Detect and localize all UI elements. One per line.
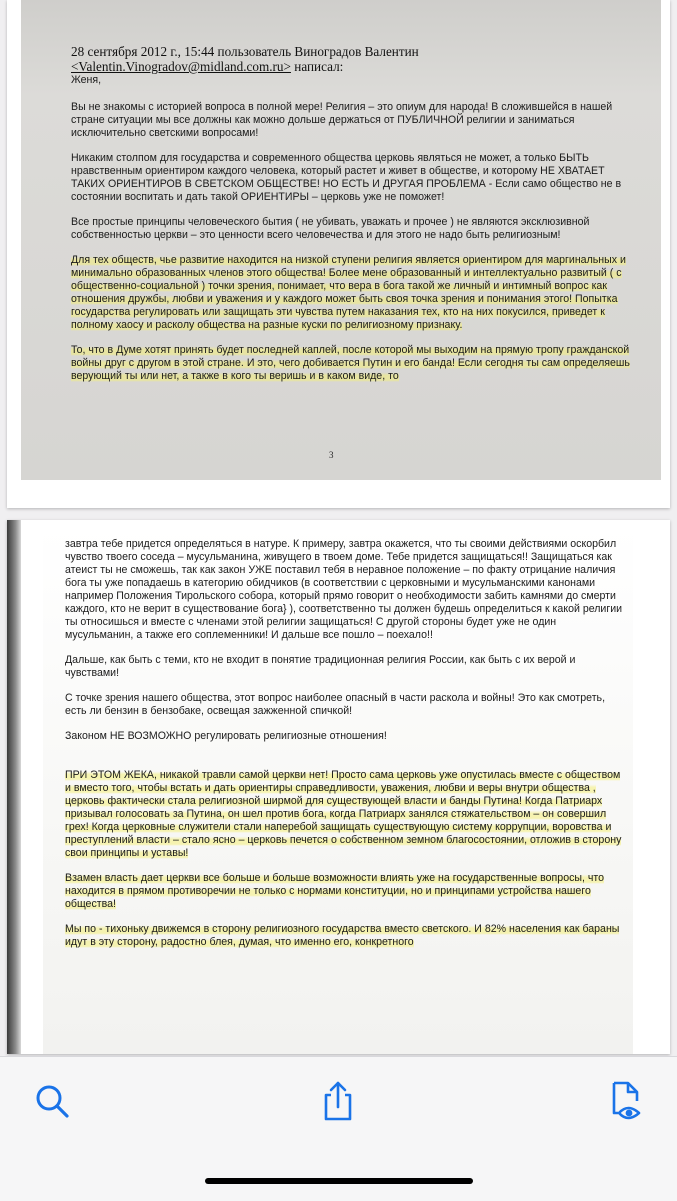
highlighted-text: ПРИ ЭТОМ ЖЕКА, никакой травли самой церкви нет! Просто сама церковь уже опустилась вместе с обществом и вместо того, чтобы встать и дать ориентиры справедливости, уважения, любви и веры внутри общества , церковь фактически стала религиозной ширмой для существующей власти и банды Путина! Когда Патриарх призывал голосовать за Путина, он шел против бога, когда Патриарх занялся стяжательством – он совершил грех! Когда церковные служители стали наперебой защищать существующую систему коррупции, воровства и преступлений власти – стало ясно – церковь печется о собственном земном благосостоянии, отложив в сторону свои принципы и уставы! bbox=[65, 769, 622, 859]
sender-email: <Valentin.Vinogradov@midland.com.ru> bbox=[71, 59, 291, 74]
paragraph: Вы не знакомы с историей вопроса в полной мере! Религия – это опиум для народа! В сложившейся в нашей стране ситуации мы все должны как можно дольше держаться от ПУБЛИЧНОЙ религии и заниматься исключительно светскими вопросами! bbox=[71, 101, 613, 139]
document-preview-icon bbox=[605, 1079, 645, 1123]
document-page-1 bbox=[7, 0, 670, 508]
search-icon bbox=[32, 1081, 72, 1121]
home-indicator bbox=[205, 1178, 473, 1184]
page-number: 3 bbox=[329, 450, 334, 460]
highlighted-text: То, что в Думе хотят принять будет последней каплей, после которой мы выходим на прямую тропу гражданской войны друг с другом в этой стране. И это, чего добивается Путин и его банда! Если сегодня ты сам определяешь верующий ты или нет, а также в кого ты веришь и в каком виде, то bbox=[71, 344, 630, 382]
page-1-text bbox=[71, 44, 631, 395]
search-button[interactable] bbox=[30, 1079, 74, 1123]
email-header-line: 28 сентября 2012 г., 15:44 пользователь Виноградов Валентин bbox=[71, 44, 419, 59]
page-2-text bbox=[65, 538, 625, 961]
highlighted-text: Для тех обществ, чье развитие находится на низкой ступени религия является ориентиром для маргинальных и минимально образованных членов этого общества! Более мене образованный и интеллектуально развитый ( с общественно-социальной ) точки зрения, понимает, что вера в бога такой же личный и интимный вопрос как отношения дружбы, любви и уважения и у каждого может быть своя точка зрения и понимания этого! Попытка государства регулировать или защищать эти чувства путем наказания тех, кто на них покусился, приведет к полному хаосу и расколу общества на разные куски по религиозному признаку. bbox=[71, 254, 626, 331]
document-page-2 bbox=[7, 520, 670, 1054]
email-header-sender bbox=[71, 59, 631, 74]
paragraph: завтра тебе придется определяться в натуре. К примеру, завтра окажется, что ты своими действиями оскорбил чувство твоего соседа – мусульманина, живущего в твоем доме. Тебе придется защищаться!! Защищаться как атеист ты не сможешь, так как закон УЖЕ поставил тебя в неравное положение – по факту отрицание наличия бога ты уже попадаешь в категорию обидчиков (в соответствии с церковными и мусульманскими канонами например Положения Тирольского собора, который прямо говорит о необходимости забить камнями до смерти каждого, кто не верит в существование бога} ), соответственно ты должен будешь определиться к какой религии ты относишься и вместе с членами этой религии защищаться! С другой стороны будет уже не один мусульманин, а также его соплеменники! И дальше все пошло – поехало!! bbox=[65, 538, 623, 641]
share-button[interactable] bbox=[316, 1079, 360, 1123]
greeting: Женя, bbox=[71, 74, 102, 86]
paragraph bbox=[65, 769, 625, 860]
paragraph bbox=[71, 254, 631, 332]
highlighted-text: Взамен власть дает церкви все больше и больше возможности влиять уже на государственные вопросы, что находится в прямом противоречии не только с нормами конституции, но и принципами устройства нашего общества! bbox=[65, 872, 605, 910]
wrote-label: написал: bbox=[290, 59, 344, 74]
paragraph: Все простые принципы человеческого бытия ( не убивать, уважать и прочее ) не являются эксклюзивной собственностью церкви – это ценности всего человечества и для этого не надо быть религиозным! bbox=[71, 216, 590, 241]
document-preview-button[interactable] bbox=[603, 1079, 647, 1123]
highlighted-text: Мы по - тихоньку движемся в сторону религиозного государства вместо светского. И 82% населения как бараны идут в эту сторону, радостно блея, думая, что именно его, конкретного bbox=[65, 923, 620, 948]
paragraph: Законом НЕ ВОЗМОЖНО регулировать религиозные отношения! bbox=[65, 730, 387, 742]
paragraph: Никаким столпом для государства и современного общества церковь являться не может, а только БЫТЬ нравственным ориентиром каждого человека, который растет и живет в обществе, и которому НЕ ХВАТАЕТ ТАКИХ ОРИЕНТИРОВ В СВЕТСКОМ ОБЩЕСТВЕ! НО ЕСТЬ И ДРУГАЯ ПРОБЛЕМА - Если само общество не в состоянии воспитать и дать такой ОРИЕНТИРЫ – церковь уже не поможет! bbox=[71, 152, 622, 203]
paragraph bbox=[71, 344, 631, 383]
paragraph bbox=[65, 923, 625, 949]
paragraph: Дальше, как быть с теми, кто не входит в понятие традиционная религия России, как быть с их верой и чувствами! bbox=[65, 654, 576, 679]
paragraph: С точке зрения нашего общества, этот вопрос наиболее опасный в части раскола и войны! Это как смотреть, есть ли бензин в бензобаке, освещая зажженной спичкой! bbox=[65, 692, 606, 717]
scan-shadow-edge bbox=[7, 520, 21, 1054]
paragraph bbox=[65, 872, 625, 911]
scanned-page-image-1 bbox=[21, 0, 661, 480]
scanned-page-image-2 bbox=[43, 526, 633, 1054]
share-icon bbox=[318, 1079, 358, 1123]
